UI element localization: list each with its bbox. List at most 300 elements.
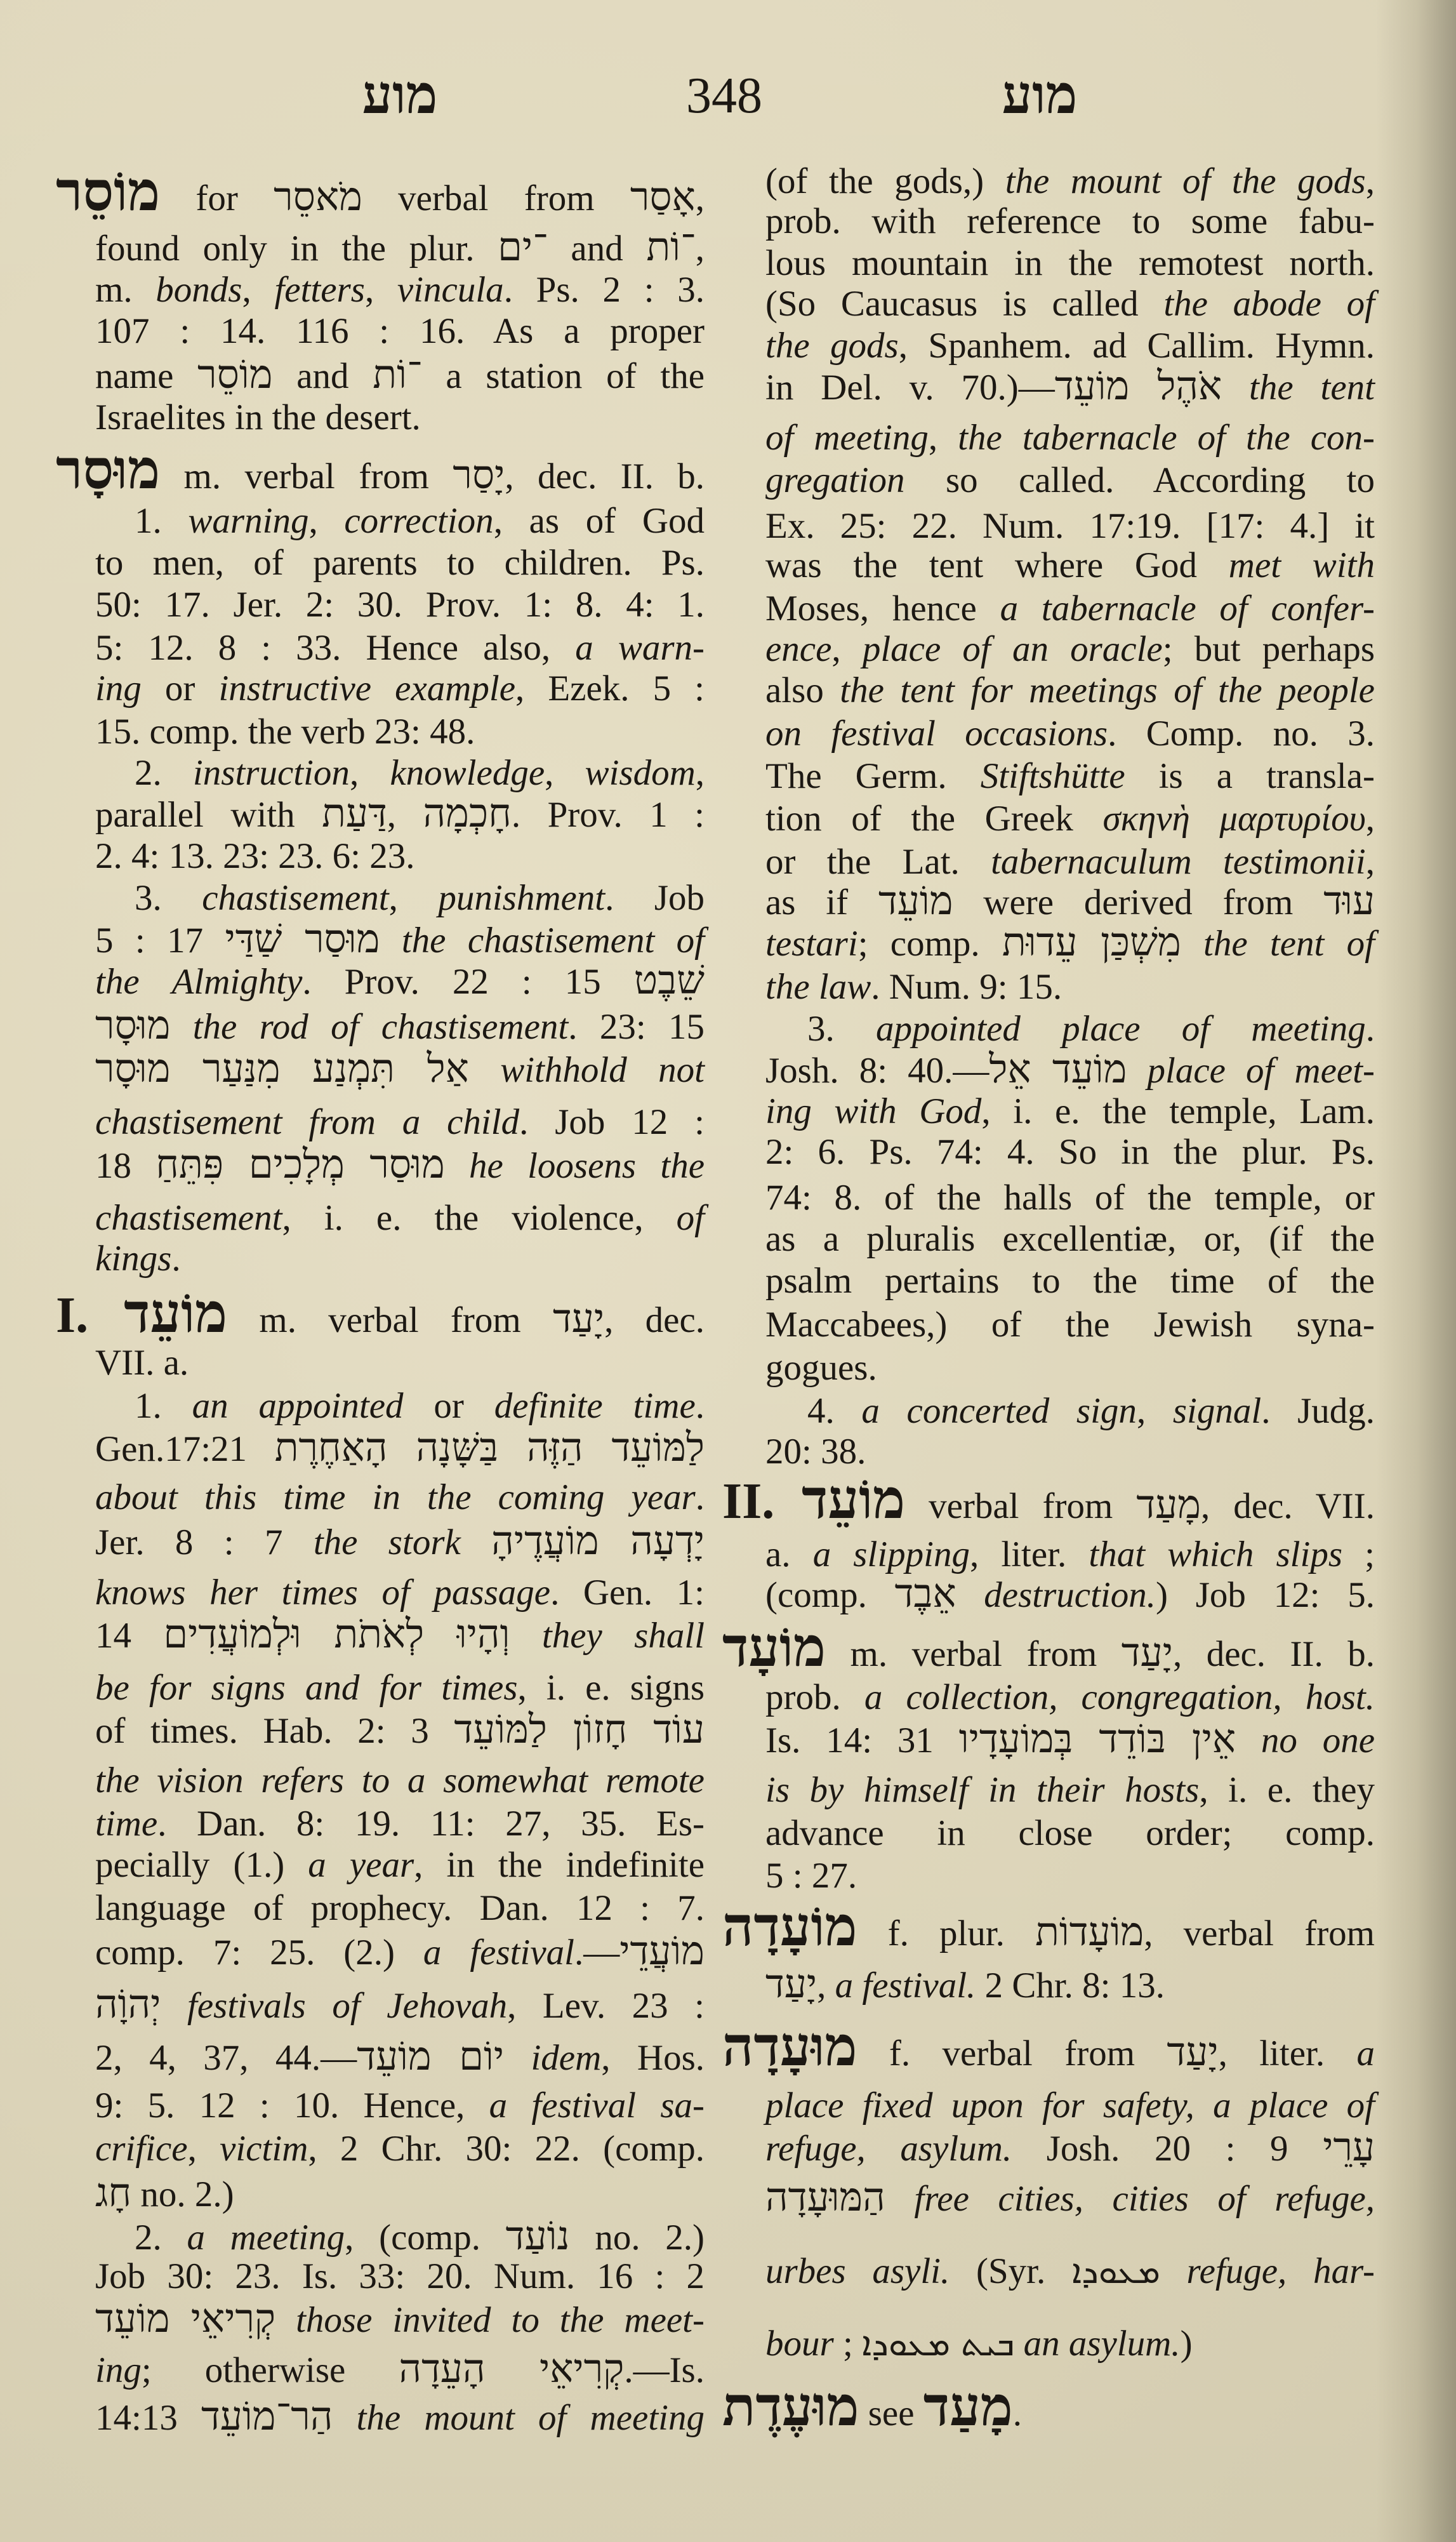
text-line — [765, 366, 1375, 410]
roman-text: , — [387, 795, 423, 835]
roman-text: (Syr. — [950, 2251, 1072, 2291]
text-line — [765, 2177, 1375, 2221]
roman-text: as if — [765, 882, 878, 922]
roman-text: , dec. — [604, 1300, 705, 1340]
roman-text: Maccabees,) of the Jewish syna- — [765, 1305, 1375, 1345]
hebrew-word: קְרִיאֵי הָעֵדָה — [399, 2348, 625, 2391]
text-line — [765, 797, 1375, 841]
hebrew-word: אֵבֶד — [894, 1573, 956, 1616]
hebrew-word: דַּעַת — [322, 792, 387, 835]
text-line — [765, 2127, 1375, 2171]
sense-line — [807, 1389, 1375, 1434]
roman-text: f. plur. — [857, 1913, 1036, 1953]
italic-text: a festival sa- — [489, 2086, 705, 2126]
roman-text: pecially (1.) — [95, 1845, 308, 1885]
italic-text: wisdom — [585, 753, 696, 793]
roman-text: language of prophecy. Dan. 12 : 7. — [95, 1888, 705, 1928]
text-line — [765, 1303, 1375, 1347]
roman-text: Moses, hence — [765, 589, 1000, 629]
roman-text: , — [1136, 1391, 1173, 1431]
roman-text: 1. — [135, 501, 189, 541]
roman-text: gogues. — [765, 1348, 877, 1388]
italic-text: instruction — [192, 753, 350, 793]
italic-text: a concerted sign — [861, 1391, 1137, 1431]
hebrew-word: יָעַד — [1121, 1632, 1173, 1675]
roman-text: . — [1365, 1009, 1375, 1049]
headword: מוּעֶדֶת — [722, 2376, 859, 2437]
roman-text: 2: 6. Ps. 74: 4. So in the plur. Ps. — [765, 1132, 1375, 1172]
hebrew-word: לַמּוֹעֵד הַזֶּה בַּשָּׁנָה הָאַחֶרֶת — [274, 1427, 705, 1470]
roman-text: ; but perhaps — [1162, 629, 1375, 669]
italic-text: crifice — [95, 2129, 188, 2169]
italic-text: place fixed upon for safety, a place of — [765, 2086, 1375, 2126]
text-line — [765, 1130, 1375, 1175]
roman-text: found only in the plur. — [95, 229, 498, 269]
roman-text: psalm pertains to the time of the — [765, 1261, 1375, 1301]
italic-text: victim — [220, 2129, 308, 2169]
roman-text: , — [1365, 799, 1375, 839]
italic-text: a meeting — [187, 2218, 345, 2258]
text-line — [765, 1573, 1375, 1618]
italic-text: vincula — [397, 270, 504, 310]
roman-text: 4. — [807, 1391, 862, 1431]
roman-text: name — [95, 356, 198, 396]
hebrew-word: אַל תִּמְנַע מִנַּעַר מוּסָר — [95, 1048, 469, 1091]
hebrew-word: מוּסַר מְלָכִים פִּתֵּחַ — [156, 1143, 445, 1187]
italic-text: the abode of — [1163, 284, 1375, 324]
roman-text: Is. 14: 31 — [765, 1720, 959, 1760]
text-line — [765, 2084, 1375, 2128]
text-line — [765, 159, 1375, 204]
italic-text: fetters — [274, 270, 365, 310]
italic-text: the chastisement of — [401, 921, 705, 961]
italic-text: the gods — [765, 326, 899, 366]
headword: מוֹסֵר — [56, 161, 161, 222]
italic-text: idem — [531, 2038, 602, 2078]
roman-text — [1181, 924, 1203, 964]
text-line — [765, 1675, 1375, 1720]
sense-line — [807, 1007, 1375, 1051]
italic-text: time — [95, 1804, 158, 1844]
hebrew-word: אֵין בּוֹדֵד בְּמוֹעָדָיו — [958, 1718, 1236, 1761]
roman-text: ; — [833, 2324, 863, 2364]
italic-text: an appointed — [192, 1386, 404, 1426]
roman-text: , dec. II. b. — [1172, 1634, 1375, 1674]
hebrew-word: עוּד — [1323, 880, 1375, 923]
roman-text: Ex. 25: 22. Num. 17:19. [17: 4.] it — [765, 506, 1375, 546]
roman-text: , — [1365, 842, 1375, 882]
roman-text: or — [141, 669, 219, 709]
text-line — [765, 2322, 1375, 2366]
italic-text: free cities, cities of refuge, — [914, 2179, 1375, 2219]
roman-text: ; otherwise — [141, 2350, 399, 2390]
italic-text: knowledge — [390, 753, 545, 793]
entry-line — [722, 1896, 1375, 1957]
italic-text: a festival — [423, 1933, 574, 1973]
text-line — [765, 1089, 1375, 1134]
hebrew-word: יָעַד — [552, 1298, 605, 1341]
roman-text: (of the gods,) — [765, 161, 1005, 201]
italic-text: Stiftshütte — [980, 756, 1125, 796]
hebrew-word: יָעַד — [1167, 2031, 1219, 2074]
roman-text: , i. e. the temple, Lam. — [981, 1091, 1375, 1131]
roman-text: prob. with reference to some fabu- — [765, 201, 1375, 241]
roman-text: ) — [1180, 2324, 1193, 2364]
roman-text: 5: 12. 8 : 33. Hence also, — [95, 628, 576, 668]
roman-text: . 23: 15 — [568, 1007, 705, 1047]
text-line — [765, 669, 1375, 713]
italic-text: about this time in the coming year — [95, 1477, 696, 1517]
roman-text: Job 30: 23. Is. 33: 20. Num. 16 : 2 — [95, 2256, 705, 2296]
italic-text: signal — [1172, 1391, 1262, 1431]
roman-text — [1014, 2324, 1023, 2364]
roman-text: of times. Hab. 2: 3 — [95, 1711, 454, 1751]
italic-text: withhold not — [500, 1050, 705, 1090]
italic-text: met with — [1228, 545, 1375, 585]
text-line — [765, 1854, 1375, 1898]
hebrew-word: יָסַר — [453, 454, 505, 497]
text-line — [765, 1259, 1375, 1303]
text-line — [765, 2249, 1375, 2294]
roman-text: , Lev. 23 : — [507, 1986, 705, 2026]
roman-text: or the Lat. — [765, 842, 991, 882]
italic-text: refuge, har- — [1186, 2251, 1375, 2291]
roman-text: ; — [1342, 1534, 1375, 1574]
roman-text: , liter. — [1218, 2033, 1357, 2073]
text-line — [765, 504, 1375, 549]
roman-text: no. 2.) — [131, 2174, 234, 2214]
roman-text: , — [388, 878, 439, 918]
text-line — [765, 965, 1375, 1009]
italic-text: on festival occasions — [765, 714, 1108, 754]
roman-text: m. verbal from — [160, 456, 453, 496]
italic-text: the Almighty — [95, 962, 303, 1002]
hebrew-word: מִשְׁכַּן עֵדוּת — [1002, 921, 1181, 964]
italic-text: chastisement — [95, 1198, 282, 1238]
roman-text: , i. e. the violence, — [282, 1198, 677, 1238]
roman-text: , — [695, 229, 705, 269]
roman-text: 15. comp. the verb 23: 48. — [95, 712, 475, 752]
hebrew-word: עוֹד חָזוֹן לַמּוֹעֵד — [454, 1708, 705, 1752]
italic-text: a tabernacle of confer- — [1000, 589, 1375, 629]
text-line — [765, 1964, 1375, 2008]
text-line — [765, 712, 1375, 756]
text-line — [765, 1176, 1375, 1220]
entry-line — [722, 2376, 1375, 2437]
roman-text: , Ezek. 5 : — [515, 669, 705, 709]
roman-text: 9: 5. 12 : 10. Hence, — [95, 2086, 489, 2126]
headword: מָעַד — [923, 2376, 1013, 2437]
italic-text: refuge, asylum. — [765, 2129, 1012, 2169]
roman-text — [956, 1575, 984, 1615]
roman-text: , — [187, 2129, 220, 2169]
headword: מוֹעֵד — [124, 1283, 228, 1344]
text-line — [765, 1430, 1375, 1474]
italic-text: definite time — [494, 1386, 696, 1426]
roman-text: 2 Chr. 8: 13. — [976, 1966, 1165, 2006]
hebrew-word: יָדְעָה מוֹעֲדֶיהָ — [491, 1520, 705, 1563]
italic-text: bonds — [156, 270, 242, 310]
roman-text: . Prov. 1 : — [511, 795, 705, 835]
roman-text: parallel with — [95, 795, 322, 835]
italic-text: of meeting — [765, 418, 929, 458]
hebrew-word: ־ים — [498, 226, 548, 269]
italic-text: gregation — [765, 460, 905, 500]
roman-text: 50: 17. Jer. 2: 30. Prov. 1: 8. 4: 1. — [95, 585, 705, 625]
roman-text: comp. 7: 25. (2.) — [95, 1933, 423, 1973]
roman-text — [885, 2179, 915, 2219]
text-line — [765, 458, 1375, 503]
roman-text: . Dan. 8: 19. 11: 27, 35. Es- — [157, 1804, 705, 1844]
italic-text: the stork — [313, 1522, 461, 1562]
roman-text: .—Is. — [624, 2350, 705, 2390]
hebrew-word: מוֹעֵד — [878, 880, 953, 923]
roman-text: 3. — [807, 1009, 876, 1049]
italic-text: the law — [765, 967, 871, 1007]
italic-text: the vision refers to a somewhat remote — [95, 1760, 705, 1800]
hebrew-word: וְהָיוּ לְאֹתֹת וּלְמוֹעֲדִים — [163, 1613, 510, 1656]
roman-text: 14 — [95, 1616, 164, 1656]
roman-text: so called. According to — [904, 460, 1375, 500]
roman-text: . — [171, 1239, 181, 1279]
hebrew-word: ־וֹת — [646, 226, 696, 269]
hebrew-word: מוֹסֵר — [197, 354, 273, 397]
italic-text: ing — [95, 2350, 142, 2390]
entry-numeral: II. — [722, 1474, 802, 1529]
hebrew-word: עָרֵי — [1323, 2126, 1375, 2169]
italic-text: appointed place of meeting — [875, 1009, 1366, 1049]
roman-text: , in the indefinite — [414, 1845, 705, 1885]
italic-text: the rod of chastisement — [192, 1007, 569, 1047]
italic-text: knows her times of passage — [95, 1573, 551, 1613]
roman-text: in Del. v. 70.)— — [765, 368, 1055, 408]
roman-text: a station of the — [421, 356, 705, 396]
roman-text — [1127, 1051, 1147, 1091]
hebrew-word: יָעַד — [765, 1963, 817, 2006]
italic-text: a collection, congregation, host. — [864, 1677, 1375, 1717]
roman-text: Josh. 20 : 9 — [1012, 2129, 1323, 2169]
roman-text: . Job 12 : — [519, 1102, 705, 1142]
roman-text: Josh. 8: 40.— — [765, 1051, 989, 1091]
hebrew-word: חָכְמָה — [423, 792, 512, 835]
hebrew-word: הַמּוּעָדָה — [765, 2176, 885, 2219]
roman-text: Jer. 8 : 7 — [95, 1522, 314, 1562]
roman-text: , Spanhem. ad Callim. Hymn. — [898, 326, 1375, 366]
entry-line — [722, 1469, 1375, 1530]
headword: מוֹעָד — [722, 1617, 826, 1678]
hebrew-word: אָסַר — [630, 176, 696, 219]
text-line — [765, 1811, 1375, 1856]
text-line — [765, 1049, 1375, 1093]
roman-text: 2, 4, 37, 44.— — [95, 2038, 357, 2078]
entry-numeral: I. — [56, 1288, 124, 1343]
italic-text: a warn- — [575, 628, 705, 668]
roman-text: , — [364, 270, 397, 310]
italic-text: a year — [308, 1845, 414, 1885]
italic-text: they shall — [541, 1616, 705, 1656]
text-line — [765, 543, 1375, 588]
roman-text: tion of the Greek — [765, 799, 1103, 839]
italic-text: ing with God — [765, 1091, 982, 1131]
text-line — [765, 1346, 1375, 1390]
roman-text: ; comp. — [857, 924, 1002, 964]
italic-text: destruction. — [984, 1575, 1156, 1615]
roman-text: m. verbal from — [826, 1634, 1122, 1674]
roman-text: , verbal from — [1144, 1913, 1375, 1953]
roman-text: also — [765, 670, 840, 710]
roman-text: was the tent where God — [765, 545, 1229, 585]
roman-text: , dec. II. b. — [505, 456, 705, 496]
roman-text: , i. e. signs — [517, 1668, 705, 1708]
syriac-word: ܡܥܘܕܐ — [1071, 2251, 1160, 2291]
roman-text: verbal from — [905, 1486, 1137, 1526]
text-line — [765, 627, 1375, 672]
italic-text: kings — [95, 1239, 172, 1279]
entry-line — [722, 2016, 1375, 2077]
roman-text: 2. 4: 13. 23: 23. 6: 23. — [95, 836, 415, 876]
italic-text: instructive example — [218, 669, 516, 709]
hebrew-word: הַר־מוֹעֵד — [201, 2395, 333, 2439]
roman-text: . — [695, 1386, 705, 1426]
italic-text: the mount of meeting — [356, 2398, 705, 2438]
italic-text: place of an oracle — [862, 629, 1163, 669]
roman-text: . Prov. 22 : 15 — [302, 962, 634, 1002]
text-line — [765, 1533, 1375, 1577]
text-line — [765, 199, 1375, 244]
hebrew-word: מוֹעֲדֵי — [619, 1930, 705, 1973]
roman-text: verbal from — [362, 178, 630, 218]
roman-text: , dec. VII. — [1201, 1486, 1375, 1526]
hebrew-word: מוּסַר שַׁדַּי — [225, 918, 380, 961]
hebrew-word: מָעַד — [1136, 1484, 1201, 1527]
roman-text — [1222, 368, 1249, 408]
roman-text: . — [695, 1477, 705, 1517]
roman-text: m. verbal from — [227, 1300, 553, 1340]
roman-text: f. verbal from — [857, 2033, 1167, 2073]
italic-text: is by himself in their hosts — [765, 1770, 1200, 1810]
roman-text: lous mountain in the remotest north. — [765, 243, 1375, 283]
roman-text: . Comp. no. 3. — [1108, 714, 1375, 754]
italic-text: a festival. — [835, 1966, 976, 2006]
italic-text: the mount of the gods — [1005, 161, 1366, 201]
roman-text: no. 2.) — [569, 2218, 705, 2258]
italic-text: correction — [344, 501, 494, 541]
roman-text: advance in close order; comp. — [765, 1813, 1375, 1853]
roman-text: 74: 8. of the halls of the temple, or — [765, 1178, 1375, 1218]
roman-text: , — [1365, 161, 1375, 201]
roman-text — [1236, 1720, 1261, 1760]
italic-text: an asylum. — [1023, 2324, 1181, 2364]
roman-text: (comp. — [765, 1575, 895, 1615]
text-line — [765, 1217, 1375, 1261]
hebrew-word: מוּסָר — [95, 1004, 171, 1048]
roman-text: . Ps. 2 : 3. — [503, 270, 705, 310]
roman-text: a. — [765, 1534, 813, 1574]
roman-text: . Gen. 1: — [550, 1573, 705, 1613]
text-line — [765, 881, 1375, 925]
roman-text: , 2 Chr. 30: 22. (comp. — [308, 2129, 705, 2169]
italic-text: festivals of Jehovah — [187, 1986, 508, 2026]
headword: מוֹעֵד — [802, 1469, 906, 1530]
roman-text: . Num. 9: 15. — [871, 967, 1062, 1007]
roman-text: or — [403, 1386, 494, 1426]
hebrew-word: שֵׁבֶט — [633, 959, 705, 1002]
roman-text: , — [695, 178, 705, 218]
italic-text: chastisement — [202, 878, 389, 918]
roman-text: 2. — [135, 2218, 187, 2258]
italic-text: the tent of — [1203, 924, 1375, 964]
italic-text: bour — [765, 2324, 834, 2364]
headword: מוּסָר — [56, 439, 161, 500]
text-line — [765, 282, 1375, 326]
italic-text: tabernaculum testimonii — [991, 842, 1366, 882]
hebrew-word: קְרִיאֵי מוֹעֵד — [95, 2298, 276, 2341]
text-line — [765, 587, 1375, 631]
roman-text: , — [545, 753, 585, 793]
hebrew-word: חָג — [95, 2172, 132, 2215]
roman-text: see — [859, 2393, 923, 2433]
italic-text: the tent — [1249, 368, 1375, 408]
italic-text: no one — [1261, 1720, 1375, 1760]
italic-text: those invited to the meet- — [296, 2300, 705, 2340]
roman-text: as a pluralis excellentiæ, or, (if the — [765, 1219, 1375, 1259]
roman-text — [1160, 2251, 1187, 2291]
entry-line — [722, 1617, 1375, 1678]
roman-text: and — [272, 356, 373, 396]
headword: מוֹעָדָה — [722, 1896, 857, 1957]
roman-text: 14:13 — [95, 2398, 202, 2438]
roman-text: .— — [574, 1933, 620, 1973]
roman-text: , Hos. — [601, 2038, 705, 2078]
italic-text: be for signs and for times — [95, 1668, 518, 1708]
roman-text: , — [831, 629, 863, 669]
roman-text: , as of God — [493, 501, 705, 541]
italic-text: ence — [765, 629, 832, 669]
roman-text: . — [1012, 2393, 1023, 2433]
italic-text: a — [1356, 2033, 1375, 2073]
hebrew-word: נוֹעַד — [505, 2215, 570, 2258]
roman-text: , liter. — [970, 1534, 1089, 1574]
hebrew-word: ־וֹת — [373, 354, 422, 397]
italic-text: chastisement from a child — [95, 1102, 520, 1142]
roman-text: 5 : 17 — [95, 921, 225, 961]
hebrew-word: מוֹעֵד אֵל — [989, 1048, 1127, 1091]
headword: מוּעָדָה — [722, 2016, 857, 2077]
roman-text: , — [242, 270, 275, 310]
roman-text: m. — [95, 270, 156, 310]
roman-text: were derived from — [953, 882, 1324, 922]
text-line — [765, 922, 1375, 966]
roman-text: . Judg. — [1261, 1391, 1375, 1431]
italic-text: the tabernacle of the con- — [958, 418, 1375, 458]
italic-text: the tent for meetings of the people — [840, 670, 1375, 710]
italic-text: urbes asyli. — [765, 2251, 950, 2291]
roman-text: , — [308, 501, 345, 541]
hebrew-word: מוֹעָדוֹת — [1035, 1911, 1144, 1954]
roman-text: , — [817, 1966, 835, 2006]
roman-text: Gen.17:21 — [95, 1429, 275, 1469]
text-line — [765, 324, 1375, 368]
roman-text: , — [695, 753, 705, 793]
text-line — [765, 840, 1375, 884]
roman-text: 2. — [135, 753, 193, 793]
text-line — [765, 754, 1375, 799]
text-line — [765, 1768, 1375, 1813]
italic-text: warning — [188, 501, 309, 541]
italic-text: a slipping — [812, 1534, 970, 1574]
roman-text: ) Job 12: 5. — [1156, 1575, 1375, 1615]
roman-text: 3. — [135, 878, 202, 918]
